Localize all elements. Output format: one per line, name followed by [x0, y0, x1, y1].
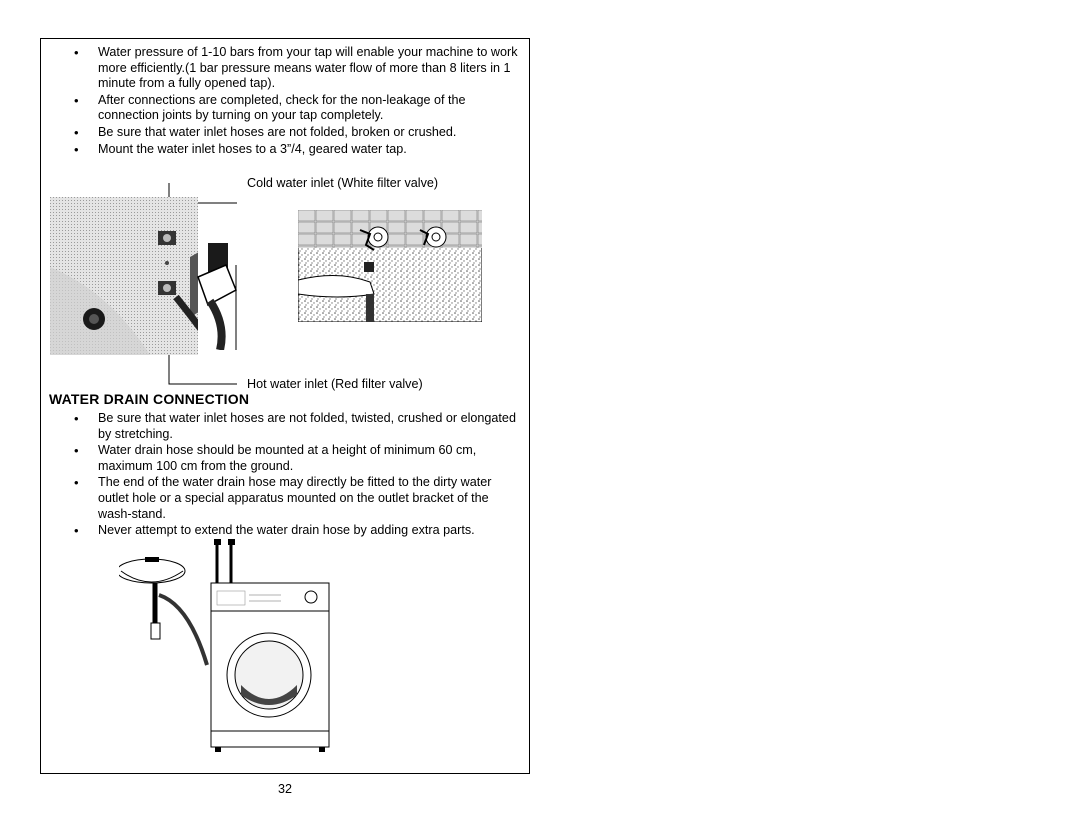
list-item: • Water drain hose should be mounted at a height of minimum 60 cm, maximum 100 cm from the ground.: [74, 443, 477, 473]
hand-connecting-hose-illustration: [196, 235, 242, 350]
list-item: • Never attempt to extend the water drain hose by adding extra parts.: [74, 523, 475, 539]
list-item: • After connections are completed, check for the non-leakage of the connection joints by turning on your tap completely.: [74, 92, 466, 123]
list-item: • Water pressure of 1-10 bars from your tap will enable your machine to work more efficiently.(1 bar pressure means water flow of more than 8 liters in 1 minute from a fully opened tap).: [74, 45, 518, 91]
list-item: • Mount the water inlet hoses to a 3”/4, geared water tap.: [74, 141, 407, 157]
list-item: • Be sure that water inlet hoses are not folded, broken or crushed.: [74, 124, 457, 140]
cold-water-inlet-label: Cold water inlet (White filter valve): [247, 176, 439, 190]
drain-instructions-list: [41, 411, 531, 540]
page-number: 32: [278, 782, 293, 796]
list-item: • Be sure that water inlet hoses are not folded, twisted, crushed or elongated by stretching.: [74, 411, 516, 441]
section-heading: WATER DRAIN CONNECTION: [49, 391, 250, 407]
wall-tap-illustration: [298, 210, 482, 322]
machine-rear-inlets-illustration: [50, 197, 198, 355]
hot-water-inlet-label: Hot water inlet (Red filter valve): [247, 377, 423, 391]
list-item: • The end of the water drain hose may directly be fitted to the dirty water outlet hole or a special apparatus mounted on the outlet bracket of the wash-stand.: [74, 475, 492, 521]
page-frame: [40, 38, 530, 774]
washing-machine-drain-illustration: [119, 535, 359, 755]
